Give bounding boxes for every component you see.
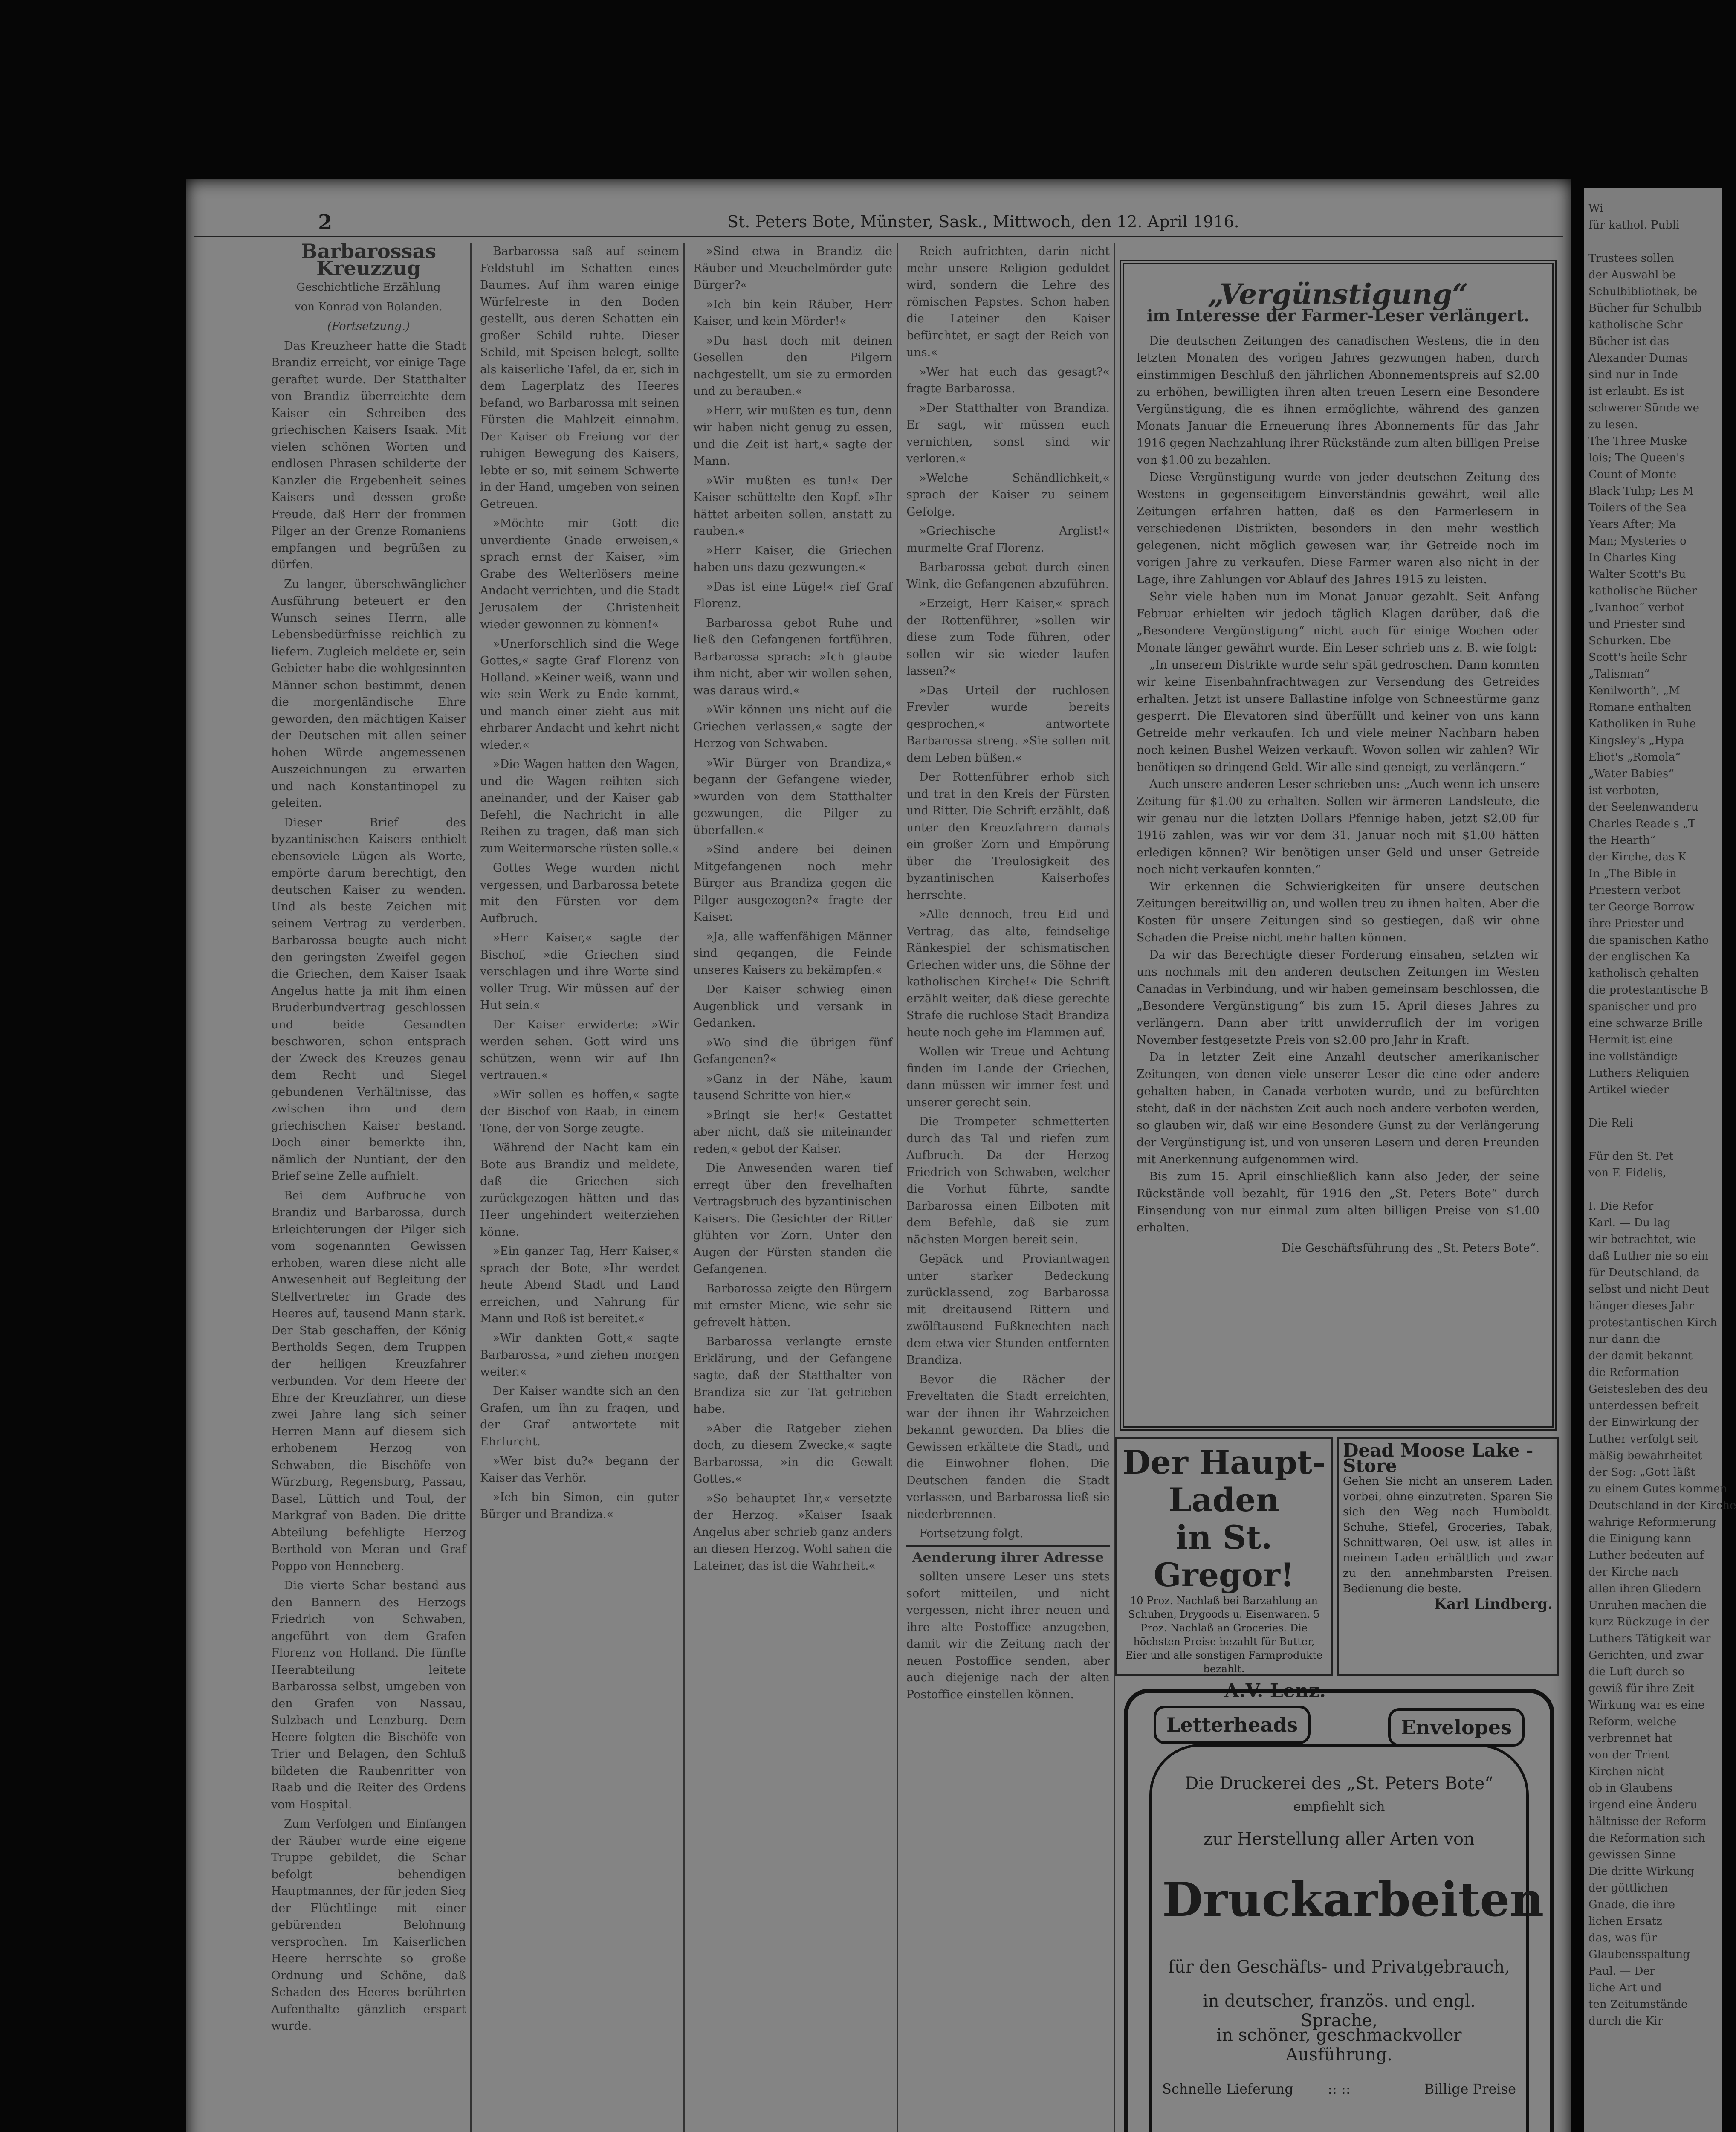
story-continued: (Fortsetzung.) [327, 320, 410, 333]
story-paragraph: »Wir dankten Gott,« sagte Barbarossa, »und ziehen morgen weiter.« [480, 1331, 679, 1379]
sliver-line: Die Reli [1588, 1117, 1633, 1130]
sliver-line: lichen Ersatz [1588, 1915, 1662, 1928]
sliver-line: hältnisse der Reform [1588, 1815, 1707, 1828]
adjacent-page-text [1588, 200, 1736, 2030]
story-subtitle: Geschichtliche Erzählung [296, 281, 441, 294]
story-paragraph: »Die Wagen hatten den Wagen, und die Wagen reihten sich aneinander, und der Kaiser gab Befehl, die Nachricht in alle Reihen zu tragen, daß man sich zum Weitermarsche rüsten solle.« [480, 758, 679, 855]
sliver-line: der Auswahl be [1588, 269, 1676, 281]
sliver-line: Luthers Tätigkeit war [1588, 1632, 1711, 1645]
sliver-line: von F. Fidelis, [1588, 1167, 1667, 1179]
sliver-line: der göttlichen [1588, 1882, 1668, 1894]
sliver-line: ob in Glaubens [1588, 1782, 1673, 1795]
story-paragraph: Barbarossa gebot durch einen Wink, die Gefangenen abzuführen. [906, 561, 1110, 591]
story-paragraph: »Sind andere bei deinen Mitgefangenen noch mehr Bürger aus Brandiza gegen die Pilger ausgezogen?« fragte der Kaiser. [693, 843, 892, 924]
story-column-2 [476, 243, 685, 2132]
story-paragraph: »Bringt sie her!« Gestattet aber nicht, daß sie miteinander reden,« gebot der Kaiser. [693, 1108, 892, 1156]
story-paragraph: »Griechische Arglist!« murmelte Graf Florenz. [906, 524, 1110, 555]
sliver-line: die Einigung kann [1588, 1532, 1691, 1545]
sliver-line [1588, 1098, 1736, 1115]
story-paragraph: Das Kreuzheer hatte die Stadt Brandiz erreicht, vor einige Tage geraftet wurde. Der Statthalter von Brandiz überreichte dem Kaiser ein Schreiben des griechischen Kaisers Isaak. Mit vielen schönen Worten und endlosen Phrasen schilderte der Kanzler die Ergebenheit seines Kaisers und dessen große Freude, daß Herr der frommen Pilger an der Grenze Romaniens empfangen und begrüßen zu dürfen. [271, 339, 466, 571]
print-ad-footer-left: Schnelle Lieferung [1162, 2081, 1293, 2097]
notice-paragraph: Diese Vergünstigung wurde von jeder deutschen Zeitung des Westens in gegenseitigem Einverständnis gewährt, weil alle Zeitungen erfahren hatten, daß es den Farmerlesern in verschiedenen Distrikten, besonders in den mehr westlich gelegenen, nicht möglich gewesen war, ihr Getreide noch im vorigen Jahre zu verkaufen. Diese Farmer waren also nicht in der Lage, ihre Zahlungen vor Ablauf des Jahres 1915 zu leisten. [1137, 471, 1539, 586]
sliver-line: liche Art und [1588, 1981, 1662, 1994]
sliver-line: das, was für [1588, 1932, 1657, 1944]
story-paragraph: »Ja, alle waffenfähigen Männer sind gegangen, die Feinde unseres Kaisers zu bekämpfen.« [693, 930, 892, 977]
sliver-line: In „The Bible in [1588, 867, 1677, 880]
store-ad [1115, 1437, 1333, 1702]
story-paragraph: Die Anwesenden waren tief erregt über den frevelhaften Vertragsbruch des byzantinischen Kaisers. Die Gesichter der Ritter glühten vor Zorn. Unter den Augen der Fürsten standen die Gefangenen. [693, 1162, 892, 1276]
story-paragraph: »Wir Bürger von Brandiza,« begann der Gefangene wieder, »wurden von dem Statthalter gezwungen, die Pilger zu überfallen.« [693, 756, 892, 837]
print-ad-line3: zur Herstellung aller Arten von [1204, 1829, 1475, 1849]
story-paragraph: Bevor die Rächer der Freveltaten die Stadt erreichten, war der ihnen ihr Wahrzeichen bekannt geworden. Da blies die Gewissen erkältete die Stadt, und die Einwohner flohen. Die Deutschen fanden die Stadt verlassen, und Barbarossa ließ sie niederbrennen. [906, 1373, 1110, 1521]
moose-ad-owner: Karl Lindberg. [1434, 1596, 1553, 1613]
sliver-line: ten Zeitumstände [1588, 1998, 1688, 2011]
sliver-line: Bücher für Schulbib [1588, 302, 1702, 315]
sliver-line: daß Luther nie so ein [1588, 1250, 1709, 1263]
sliver-line: Trustees sollen [1588, 252, 1674, 265]
sliver-line: unterdessen befreit [1588, 1399, 1699, 1412]
story-paragraph: Der Rottenführer erhob sich und trat in den Kreis der Fürsten und Ritter. Die Schrift erzählt, daß unter den Kreuzfahrern damals ein großer Zorn und Empörung über die Treulosigkeit des byzantinischen Kaiserhofes herrschte. [906, 771, 1110, 902]
story-paragraph: »Der Statthalter von Brandiza. Er sagt, wir müssen euch vernichten, sonst sind wir verloren.« [906, 401, 1110, 465]
sliver-line: Deutschland in der Kirche [1588, 1499, 1736, 1512]
story-paragraph: »Herr Kaiser, die Griechen haben uns dazu gezwungen.« [693, 544, 892, 574]
sliver-line: Unruhen machen die [1588, 1599, 1707, 1612]
story-paragraph: »Aber die Ratgeber ziehen doch, zu diesem Zwecke,« sagte Barbarossa, »in die Gewalt Gottes.« [693, 1422, 892, 1486]
sliver-line: zu einem Gutes kommen [1588, 1483, 1727, 1495]
sliver-line: „Ivanhoe“ verbot [1588, 601, 1685, 614]
subscription-notice [1120, 260, 1557, 1431]
story-paragraph: Bei dem Aufbruche von Brandiz und Barbarossa, durch Erleichterungen der Pilger sich vom sogenannten Gewissen erhoben, waren diese nicht alle Anwesenheit auf Begleitung der Stellvertreter im Grade des Heeres auf, tausend Mann stark. Der Stab geschaffen, der König Bertholds Segen, dem Truppen der heiligen Kreuzfahrer verbunden. Vor dem Heere der Ehre der Kreuzfahrer, um diese zwei Jahre lang sich seiner Herren Mann auf diesem sich erhobenem Herzog von Schwaben, die Bischöfe von Würzburg, Regensburg, Passau, Basel, Lüttich und Toul, der Markgraf von Baden. Die dritte Abteilung befehligte Herzog Berthold von Meran und Graf Poppo von Henneberg. [271, 1189, 466, 1573]
sliver-line: von der Trient [1588, 1749, 1669, 1761]
story-column-1 [267, 240, 472, 2132]
sliver-line: The Three Muske [1588, 435, 1687, 448]
sliver-line: ine vollständige [1588, 1050, 1678, 1063]
sliver-line: und Priester sind [1588, 618, 1685, 631]
story-paragraph: »Ein ganzer Tag, Herr Kaiser,« sprach der Bote, »Ihr werdet heute Abend Stadt und Land erreichen, und Nahrung für Mann und Roß ist bereitet.« [480, 1245, 679, 1325]
story-column-3 [689, 243, 898, 2132]
newspaper-page [186, 179, 1571, 2132]
masthead-line: St. Peters Bote, Münster, Sask., Mittwoch, den 12. April 1916. [727, 212, 1239, 231]
sliver-line: Hermit ist eine [1588, 1034, 1673, 1046]
notice-paragraph: Auch unsere anderen Leser schrieben uns: „Auch wenn ich unsere Zeitung für $1.00 zu erhalten. Sollen wir ärmeren Landsleute, die wir genau nur die letzten Dollars Pfennige haben, jetzt $2.00 für 1916 zahlen, was wir vor dem 31. Januar noch mit $1.00 hätten erledigen können? Wir benötigen unser Geld und unser Getreide noch nicht verkaufen konnten.“ [1137, 778, 1539, 876]
sliver-line: Walter Scott's Bu [1588, 568, 1686, 581]
sliver-line: Glaubensspaltung [1588, 1948, 1690, 1961]
sliver-line: Black Tulip; Les M [1588, 485, 1694, 498]
print-ad-footer-mid: :: :: [1328, 2081, 1351, 2097]
print-shop-ad [1124, 1689, 1554, 2132]
story-paragraph: »Das ist eine Lüge!« rief Graf Florenz. [693, 580, 892, 610]
story-author: von Konrad von Bolanden. [294, 300, 443, 313]
story-paragraph: Während der Nacht kam ein Bote aus Brandiz und meldete, daß die Griechen sich zurückgezogen hätten und das Heer ungehindert weiterziehen könne. [480, 1141, 679, 1239]
notice-paragraph: Sehr viele haben nun im Monat Januar gezahlt. Seit Anfang Februar erhielten wir jedoch täglich Klagen darüber, daß die „Besondere Vergünstigung“ nicht auch für einige Wochen oder Monate länger gewährt wurde. Ein Leser schrieb uns z. B. wie folgt: [1137, 590, 1539, 655]
sliver-line: die Reformation [1588, 1366, 1679, 1379]
story-paragraph: Reich aufrichten, darin nicht mehr unsere Religion geduldet wird, sondern die Lehre des römischen Papstes. Schon haben die Lateiner den Kaiser befürchtet, er sagt der Reich von uns.« [906, 245, 1110, 359]
sliver-line: schwerer Sünde we [1588, 402, 1700, 414]
sliver-line: verbrennet hat [1588, 1732, 1673, 1745]
story-paragraph: Zum Verfolgen und Einfangen der Räuber wurde eine eigene Truppe gebildet, die Schar befolgt behendigen Hauptmannes, der für jeden Sieg der Flüchtlinge mit einer gebürenden Belohnung versprochen. Im Kaiserlichen Heere herrschte so große Ordnung und Schöne, daß Schaden des Heeres berührten Aufenthalte gänzlich erspart wurde. [271, 1817, 466, 2033]
store-ad-details: 10 Proz. Nachlaß bei Barzahlung an Schuhen, Drygoods u. Eisenwaren. 5 Proz. Nachlaß an Groceries. Die höchsten Preise bezahlt für Butter, Eier und alle sonstigen Farmprodukte bezahlt. [1125, 1595, 1323, 1675]
story-paragraph: Barbarossa gebot Ruhe und ließ den Gefangenen fortführen. Barbarossa sprach: »Ich glaube ihm nicht, aber wir wollen sehen, was daraus wird.« [693, 616, 892, 697]
sliver-line: katholische Bücher [1588, 585, 1697, 597]
sliver-line [1588, 1182, 1736, 1198]
sliver-line: spanischer und pro [1588, 1000, 1697, 1013]
sliver-line: der Kirche nach [1588, 1566, 1679, 1579]
story-paragraph: Gottes Wege wurden nicht vergessen, und Barbarossa betete mit den Fürsten vor dem Aufbruch. [480, 861, 679, 925]
tab-envelopes: Envelopes [1388, 1708, 1525, 1747]
sliver-line: Reform, welche [1588, 1715, 1677, 1728]
story-paragraph: Die Trompeter schmetterten durch das Tal und riefen zum Aufbruch. Da der Herzog Friedrich von Schwaben, welcher die Vorhut führte, sandte Barbarossa einen Eilboten mit dem Befehle, daß sie zum nächsten Morgen bereit sein. [906, 1115, 1110, 1246]
sliver-line: der Einwirkung der [1588, 1416, 1699, 1429]
story-paragraph: Dieser Brief des byzantinischen Kaisers enthielt ebensoviele Lügen als Worte, empörte darum berechtigt, den deutschen Kaiser zu wenden. Und als beste Zeichen mit seinem Vertrag zu verderben. Barbarossa beugte auch nicht den geringsten Zweifel gegen die Griechen, dem Kaiser Isaak Angelus hatte ja mit ihm einen Bruderbundvertrag geschlossen und beide Gesandten beschworen, schon entsprach der Zweck des Kreuzes genau dem Recht und Siegel gebundenen Verhältnisse, das zwischen ihm und dem griechischen Kaiser bestand. Doch einer bemerkte ihn, nämlich der Nuntiant, der den Brief seine Zelle aufhielt. [271, 816, 466, 1183]
story-paragraph: »Ganz in der Nähe, kaum tausend Schritte von hier.« [693, 1072, 892, 1102]
sliver-line: the Hearth“ [1588, 834, 1656, 847]
sliver-line: Luthers Reliquien [1588, 1067, 1690, 1080]
story-column-4 [902, 243, 1115, 2132]
sliver-line: Die dritte Wirkung [1588, 1865, 1694, 1878]
story-paragraph: Wollen wir Treue und Achtung finden im Lande der Griechen, dann müssen wir immer fest und unserer gerecht sein. [906, 1045, 1110, 1109]
sliver-line: Scott's heile Schr [1588, 651, 1687, 664]
sliver-line: Gerichten, und zwar [1588, 1649, 1704, 1662]
store-ad-line1: Der Haupt-Laden [1122, 1443, 1326, 1519]
sliver-line: Kenilworth“, „M [1588, 684, 1680, 697]
sliver-line: Karl. — Du lag [1588, 1217, 1671, 1229]
story-paragraph: »Möchte mir Gott die unverdiente Gnade erweisen,« sprach ernst der Kaiser, »im Grabe des Welterlösers meine Andacht verrichten, und die Stadt Jerusalem der Christenheit wieder gewonnen zu können!« [480, 517, 679, 631]
print-ad-line1: Die Druckerei des „St. Peters Bote“ [1185, 1774, 1493, 1793]
sliver-line: Paul. — Der [1588, 1965, 1655, 1978]
story-paragraph: »Alle dennoch, treu Eid und Vertrag, das alte, feindselige Ränkespiel der schismatischen Griechen wider uns, die Söhne der katholischen Kirche!« Die Schrift erzählt weiter, daß diese gerechte Strafe die ruchlose Stadt Brandiza heute noch gehe im Flammen auf. [906, 908, 1110, 1039]
moose-store-ad [1337, 1437, 1559, 1676]
sliver-line: die spanischen Katho [1588, 934, 1709, 947]
address-change-text: sollten unsere Leser uns stets sofort mitteilen, und nicht vergessen, nicht ihrer neuen und ihre alte Postoffice anzugeben, damit wir die Zeitung nach der neuen Postoffice senden, aber auch diejenige nach der alten Postoffice einstellen können. [906, 1570, 1110, 1701]
sliver-line [1588, 1132, 1736, 1148]
sliver-line: katholisch gehalten [1588, 967, 1699, 980]
sliver-line: Romane enthalten [1588, 701, 1692, 714]
sliver-line: „Talisman“ [1588, 668, 1650, 681]
sliver-line: hänger dieses Jahr [1588, 1300, 1694, 1312]
print-ad-line4: für den Geschäfts- und Privatgebrauch, [1168, 1957, 1510, 1977]
adjacent-page-sliver [1584, 188, 1736, 2132]
story-paragraph: Der Kaiser wandte sich an den Grafen, um ihn zu fragen, und der Graf antwortete mit Ehrfurcht. [480, 1385, 679, 1448]
moose-ad-title: Dead Moose Lake - Store [1343, 1440, 1533, 1476]
sliver-line: In Charles King [1588, 551, 1677, 564]
print-ad-headline: Druckarbeiten [1162, 1872, 1544, 1927]
story-paragraph: »Erzeigt, Herr Kaiser,« sprach der Rottenführer, »sollen wir diese zum Tode führen, oder sollen wir sie wieder laufen lassen?« [906, 597, 1110, 678]
sliver-line: allen ihren Gliedern [1588, 1582, 1701, 1595]
sliver-line: „Water Babies“ [1588, 768, 1674, 780]
story-paragraph: Gepäck und Proviantwagen unter starker Bedeckung zurücklassend, zog Barbarossa mit dreitausend Rittern und zwölftausend Fußknechten nach dem etwa vier Stunden entfernten Brandiza. [906, 1252, 1110, 1367]
sliver-line: Count of Monte [1588, 468, 1677, 481]
story-paragraph: Zu langer, überschwänglicher Ausführung beteuert er den Wunsch seines Herrn, alle Lebensbedürfnisse reichlich zu liefern. Zugleich meldete er, sein Gebieter habe die wohlgesinnten Männer schon bestimmt, denen die morgenländische Ehre geworden, den mächtigen Kaiser der Deutschen mit allen seiner hohen Würde angemessenen Auszeichnungen zu erwarten und nach Konstantinopel zu geleiten. [271, 577, 466, 810]
sliver-line: Priestern verbot [1588, 884, 1681, 897]
store-ad-owner: A.V. Lenz. [1224, 1680, 1326, 1702]
sliver-line: der Kirche, das K [1588, 851, 1687, 863]
sliver-line: Schurken. Ebe [1588, 634, 1671, 647]
story-paragraph: Barbarossa zeigte den Bürgern mit ernster Miene, wie sehr sie gefrevelt hätten. [693, 1282, 892, 1329]
sliver-line: Bücher ist das [1588, 335, 1669, 348]
sliver-line: Alexander Dumas [1588, 352, 1688, 365]
story-paragraph: »Wer bist du?« begann der Kaiser das Verhör. [480, 1454, 679, 1485]
notice-paragraph: Da wir das Berechtigte dieser Forderung einsahen, setzten wir uns nochmals mit den anderen deutschen Zeitungen im Westen Canadas in Verbindung, und wir haben gemeinsam beschlossen, die „Besondere Vergünstigung“ bis zum 15. April dieses Jahres zu verlängern. Dann aber tritt unwiderruflich der im vorigen November festgesetzte Preis von $2.00 pro Jahr in Kraft. [1137, 948, 1539, 1047]
sliver-line: Artikel wieder [1588, 1083, 1669, 1096]
sliver-line: der Sog: „Gott läßt [1588, 1466, 1695, 1479]
sliver-line: Kingsley's „Hypa [1588, 734, 1684, 747]
print-ad-line5: in deutscher, französ. und engl. Sprache, [1203, 1991, 1476, 2031]
tab-letterheads: Letterheads [1154, 1706, 1311, 1744]
notice-signature: Die Geschäftsführung des „St. Peters Bote“. [1282, 1242, 1539, 1255]
print-ad-line6: in schöner, geschmackvoller Ausführung. [1216, 2025, 1462, 2065]
sliver-line: irgend eine Änderu [1588, 1799, 1698, 1811]
notice-paragraph: „In unserem Distrikte wurde sehr spät gedroschen. Dann konnten wir keine Eisenbahnfrachtwagen zur Versendung des Getreides erhalten. Jetzt ist unsere Ballastine infolge von Schneestürme ganz gesperrt. Die Elevatoren sind überfüllt und keiner von uns kann Getreide mehr verkaufen. Ich und viele meiner Nachbarn haben noch keinen Bushel Weizen verkauft. Wovon sollen wir zahlen? Wir benötigen so dringend Geld. Wir alle sind geneigt, zu verlängern.“ [1137, 658, 1539, 774]
story-paragraph: Der Kaiser erwiderte: »Wir werden sehen. Gott wird uns schützen, wenn wir auf Ihn vertrauen.« [480, 1018, 679, 1082]
sliver-line: eine schwarze Brille [1588, 1017, 1703, 1030]
sliver-line: Charles Reade's „T [1588, 817, 1696, 830]
sliver-line: mäßig bewahrheitet [1588, 1449, 1702, 1462]
story-paragraph: »Welche Schändlichkeit,« sprach der Kaiser zu seinem Gefolge. [906, 471, 1110, 519]
sliver-line: zu lesen. [1588, 418, 1638, 431]
story-paragraph: »Das Urteil der ruchlosen Frevler wurde bereits gesprochen,« antwortete Barbarossa streng. »Sie sollen mit dem Leben büßen.« [906, 684, 1110, 765]
sliver-line: die protestantische B [1588, 984, 1709, 996]
story-paragraph: »Sind etwa in Brandiz die Räuber und Meuchelmörder gute Bürger?« [693, 245, 892, 292]
sliver-line: Für den St. Pet [1588, 1150, 1674, 1163]
sliver-line: Katholiken in Ruhe [1588, 718, 1696, 730]
sliver-line: Kirchen nicht [1588, 1765, 1665, 1778]
sliver-line: sind nur in Inde [1588, 368, 1678, 381]
address-change-title: Aenderung ihrer Adresse [912, 1549, 1104, 1565]
sliver-line: Schulbibliothek, be [1588, 285, 1697, 298]
sliver-line: protestantischen Kirch [1588, 1316, 1717, 1329]
sliver-line: kurz Rückzuge in der [1588, 1616, 1709, 1628]
notice-paragraph: Die deutschen Zeitungen des canadischen Westens, die in den letzten Monaten des vorigen Jahres gezwungen haben, durch einstimmigen Beschluß den jährlichen Abonnementspreis auf $2.00 zu erhöhen, bewilligten ihren alten treuen Lesern eine Besondere Vergünstigung, die es ihnen ermöglichte, während des ganzen Monats Januar die Erneuerung ihres Abonnements für das Jahr 1916 gegen Nachzahlung ihrer Rückstände zum alten billigen Preise von $1.00 zu bezahlen. [1137, 334, 1539, 467]
story-paragraph: »Du hast doch mit deinen Gesellen den Pilgern nachgestellt, um sie zu ermorden und zu berauben.« [693, 334, 892, 398]
sliver-line: Luther bedeuten auf [1588, 1549, 1704, 1562]
sliver-line: I. Die Refor [1588, 1200, 1654, 1213]
sliver-line: ihre Priester und [1588, 917, 1684, 930]
story-paragraph: »Ich bin Simon, ein guter Bürger und Brandiza.« [480, 1491, 679, 1521]
story-paragraph: »Herr, wir mußten es tun, denn wir haben nicht genug zu essen, und die Zeit ist hart,« sagte der Mann. [693, 404, 892, 468]
sliver-line: der englischen Ka [1588, 950, 1690, 963]
sliver-line: Toilers of the Sea [1588, 501, 1687, 514]
story-paragraph: »Wer hat euch das gesagt?« fragte Barbarossa. [906, 365, 1110, 395]
story-paragraph: »Wir sollen es hoffen,« sagte der Bischof von Raab, in einem Tone, der von Sorge zeugte. [480, 1088, 679, 1135]
page-number: 2 [318, 211, 333, 235]
moose-ad-text: Gehen Sie nicht an unserem Laden vorbei, ohne einzutreten. Sparen Sie sich den Weg nach Humboldt. Schuhe, Stiefel, Groceries, Tabak, Schnittwaren, Oel usw. ist alles in meinem Laden erhältlich und zwar zu den annehmbarsten Preisen. Bedienung die beste. [1343, 1475, 1553, 1595]
story-paragraph: Barbarossa saß auf seinem Feldstuhl im Schatten eines Baumes. Auf ihm waren einige Würfelreste in den Boden gestellt, aus deren Schatten ein großer Schild ruhte. Dieser Schild, mit Speisen belegt, sollte als kaiserliche Tafel, da er, sich in dem Lagerplatz des Heeres befand, wo Barbarossa mit seinen Fürsten die Mahlzeit einnahm. Der Kaiser ob Freiung vor der ruhigen Bewegung des Kaisers, lebte er so, mit seinem Schwerte in der Hand, umgeben von seinen Getreuen. [480, 245, 679, 511]
story-paragraph: »Wir mußten es tun!« Der Kaiser schüttelte den Kopf. »Ihr hättet arbeiten sollen, anstatt zu rauben.« [693, 474, 892, 538]
sliver-line: Geistesleben des deu [1588, 1383, 1708, 1396]
sliver-line: für Deutschland, da [1588, 1266, 1700, 1279]
sliver-line: Gnade, die ihre [1588, 1898, 1675, 1911]
sliver-line: Man; Mysteries o [1588, 535, 1687, 547]
sliver-line: nur dann die [1588, 1333, 1661, 1346]
print-ad-footer-right: Billige Preise [1424, 2081, 1516, 2097]
sliver-line: der damit bekannt [1588, 1350, 1693, 1362]
sliver-line: durch die Kir [1588, 2015, 1663, 2028]
notice-title: „Vergünstigung“ [1207, 278, 1469, 311]
sliver-line: wahrige Reformierung [1588, 1516, 1716, 1529]
sliver-line: die Reformation sich [1588, 1832, 1705, 1845]
sliver-line: selbst und nicht Deut [1588, 1283, 1709, 1296]
sliver-line: die Luft durch so [1588, 1666, 1685, 1678]
sliver-line: ter George Borrow [1588, 901, 1695, 913]
sliver-line: Wi [1588, 202, 1603, 215]
story-paragraph: »Ich bin kein Räuber, Herr Kaiser, und kein Mörder!« [693, 298, 892, 328]
sliver-line: Wirkung war es eine [1588, 1699, 1705, 1712]
notice-subtitle: im Interesse der Farmer-Leser verlängert. [1146, 306, 1530, 325]
notice-paragraph: Da in letzter Zeit eine Anzahl deutscher amerikanischer Zeitungen, von denen viele unserer Leser die eine oder andere gehalten haben, in Canada verboten wurde, und zu befürchten steht, daß in der nächsten Zeit auch noch andere verboten werden, so glauben wir, daß wir eine Besondere Gunst zu der Verlängerung der Vergünstigung ist, und von unseren Lesern und deren Freunden mit Anerkennung aufgenommen wird. [1137, 1051, 1539, 1166]
sliver-line: der Seelenwanderu [1588, 801, 1698, 814]
story-paragraph: Fortsetzung folgt. [919, 1527, 1024, 1540]
story-paragraph: »Wo sind die übrigen fünf Gefangenen?« [693, 1036, 892, 1066]
sliver-line: gewissen Sinne [1588, 1848, 1676, 1861]
sliver-line: ist verboten, [1588, 784, 1660, 797]
notice-paragraph: Wir erkennen die Schwierigkeiten für unsere deutschen Zeitungen bereitwillig an, und wollen treu zu ihnen halten. Aber die Kosten für unsere Zeitungen sind so gestiegen, daß wir ohne Schaden die Preise nicht mehr halten können. [1137, 880, 1539, 944]
notice-paragraph: Bis zum 15. April einschließlich kann also Jeder, der seine Rückstände voll bezahlt, für 1916 den „St. Peters Bote“ durch Einsendung von nur einmal zum alten billigen Preise von $1.00 erhalten. [1137, 1170, 1539, 1234]
story-title: Barbarossas Kreuzzug [301, 240, 437, 280]
print-ad-line2: empfiehlt sich [1293, 1799, 1385, 1814]
story-paragraph: »So behauptet Ihr,« versetzte der Herzog. »Kaiser Isaak Angelus aber schrieb ganz anders an diesen Herzog. Wohl sahen die Lateiner, das ist die Wahrheit.« [693, 1492, 892, 1573]
sliver-line: Eliot's „Romola“ [1588, 751, 1681, 764]
sliver-line: katholische Schr [1588, 319, 1683, 331]
notice-body [1137, 333, 1539, 1237]
sliver-line: Years After; Ma [1588, 518, 1676, 531]
sliver-line: Luther verfolgt seit [1588, 1433, 1698, 1445]
story-paragraph: Der Kaiser schwieg einen Augenblick und versank in Gedanken. [693, 983, 892, 1030]
sliver-line: gewiß für ihre Zeit [1588, 1682, 1695, 1695]
page-header [194, 209, 1563, 237]
story-paragraph: Barbarossa verlangte ernste Erklärung, und der Gefangene sagte, daß der Statthalter von Brandiza sie zur Tat getrieben habe. [693, 1335, 892, 1416]
column-rule [906, 1545, 1110, 1547]
sliver-line: für kathol. Publi [1588, 219, 1680, 232]
sliver-line: ist erlaubt. Es ist [1588, 385, 1685, 398]
sliver-line: lois; The Queen's [1588, 452, 1685, 464]
story-paragraph: »Wir können uns nicht auf die Griechen verlassen,« sagte der Herzog von Schwaben. [693, 703, 892, 750]
sliver-line [1588, 234, 1736, 250]
story-paragraph: »Unerforschlich sind die Wege Gottes,« sagte Graf Florenz von Holland. »Keiner weiß, wann und wie sein Werk zu Ende kommt, und manch einer zieht aus mit ehrbarer Andacht und kehrt nicht wieder.« [480, 637, 679, 752]
story-paragraph: Die vierte Schar bestand aus den Bannern des Herzogs Friedrich von Schwaben, angeführt von dem Grafen Florenz von Holland. Die fünfte Heerabteilung leitete Barbarossa selbst, umgeben von den Grafen von Nassau, Sulzbach und Lenzburg. Dem Heere folgten die Bischöfe von Trier und Belagen, den Schluß bildeten die Raubenritter von Raab und die Reiter des Ordens vom Hospital. [271, 1579, 466, 1811]
story-paragraph: »Herr Kaiser,« sagte der Bischof, »die Griechen sind verschlagen und ihre Worte sind voller Trug. Wir müssen auf der Hut sein.« [480, 931, 679, 1012]
sliver-line: wir betrachtet, wie [1588, 1233, 1696, 1246]
store-ad-line2: in St. Gregor! [1153, 1518, 1295, 1594]
